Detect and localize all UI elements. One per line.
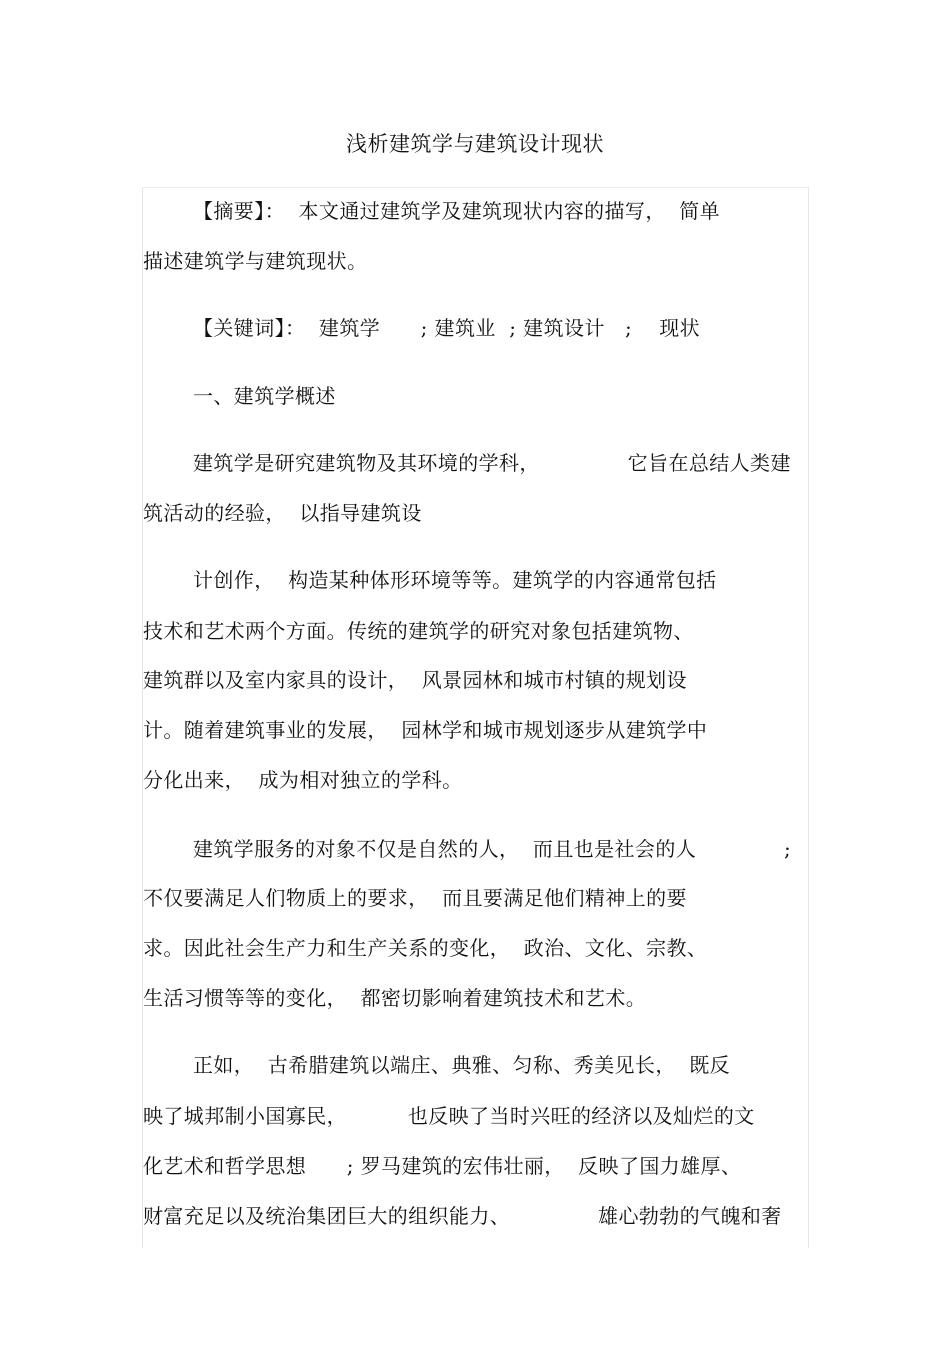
paragraph-3-line-2: 不仅要满足人们物质上的要求， 而且要满足他们精神上的要	[143, 886, 687, 910]
keywords-line: 【关键词】： 建筑学 ; 建筑业 ; 建筑设计 ; 现状	[193, 316, 701, 340]
paragraph-3-line-4: 生活习惯等等的变化， 都密切影响着建筑技术和艺术。	[143, 986, 647, 1010]
paragraph-4-line-4: 财富充足以及统治集团巨大的组织能力、 雄心勃勃的气魄和奢	[143, 1204, 782, 1228]
paragraph-3-line-1: 建筑学服务的对象不仅是自然的人， 而且也是社会的人	[193, 837, 697, 861]
paragraph-1-line-2: 筑活动的经验， 以指导建筑设	[143, 501, 422, 525]
paragraph-2-line-5: 分化出来， 成为相对独立的学科。	[143, 768, 463, 792]
paragraph-2-line-3: 建筑群以及室内家具的设计， 风景园林和城市村镇的规划设	[143, 668, 687, 692]
paragraph-4-line-2: 映了城邦制小国寡民， 也反映了当时兴旺的经济以及灿烂的文	[143, 1104, 755, 1128]
paragraph-3-line-3: 求。因此社会生产力和生产关系的变化， 政治、文化、宗教、	[143, 936, 708, 960]
section-heading: 一、建筑学概述	[193, 384, 336, 408]
abstract-line-2: 描述建筑学与建筑现状。	[143, 249, 368, 273]
paragraph-3-semicolon: ;	[784, 837, 792, 861]
paragraph-4-line-1: 正如， 古希腊建筑以端庄、典雅、匀称、秀美见长， 既反	[193, 1053, 731, 1077]
paragraph-2-line-1: 计创作， 构造某种体形环境等等。建筑学的内容通常包括	[193, 568, 717, 592]
abstract-line-1: 【摘要】： 本文通过建筑学及建筑现状内容的描写， 简单	[193, 199, 721, 223]
paragraph-2-line-2: 技术和艺术两个方面。传统的建筑学的研究对象包括建筑物、	[143, 619, 694, 643]
paragraph-2-line-4: 计。随着建筑事业的发展， 园林学和城市规划逐步从建筑学中	[143, 718, 708, 742]
page-title: 浅析建筑学与建筑设计现状	[346, 132, 604, 156]
paragraph-4-line-3: 化艺术和哲学思想 ; 罗马建筑的宏伟壮丽， 反映了国力雄厚、	[143, 1154, 742, 1178]
paragraph-1-line-1: 建筑学是研究建筑物及其环境的学科， 它旨在总结人类建	[193, 451, 791, 475]
